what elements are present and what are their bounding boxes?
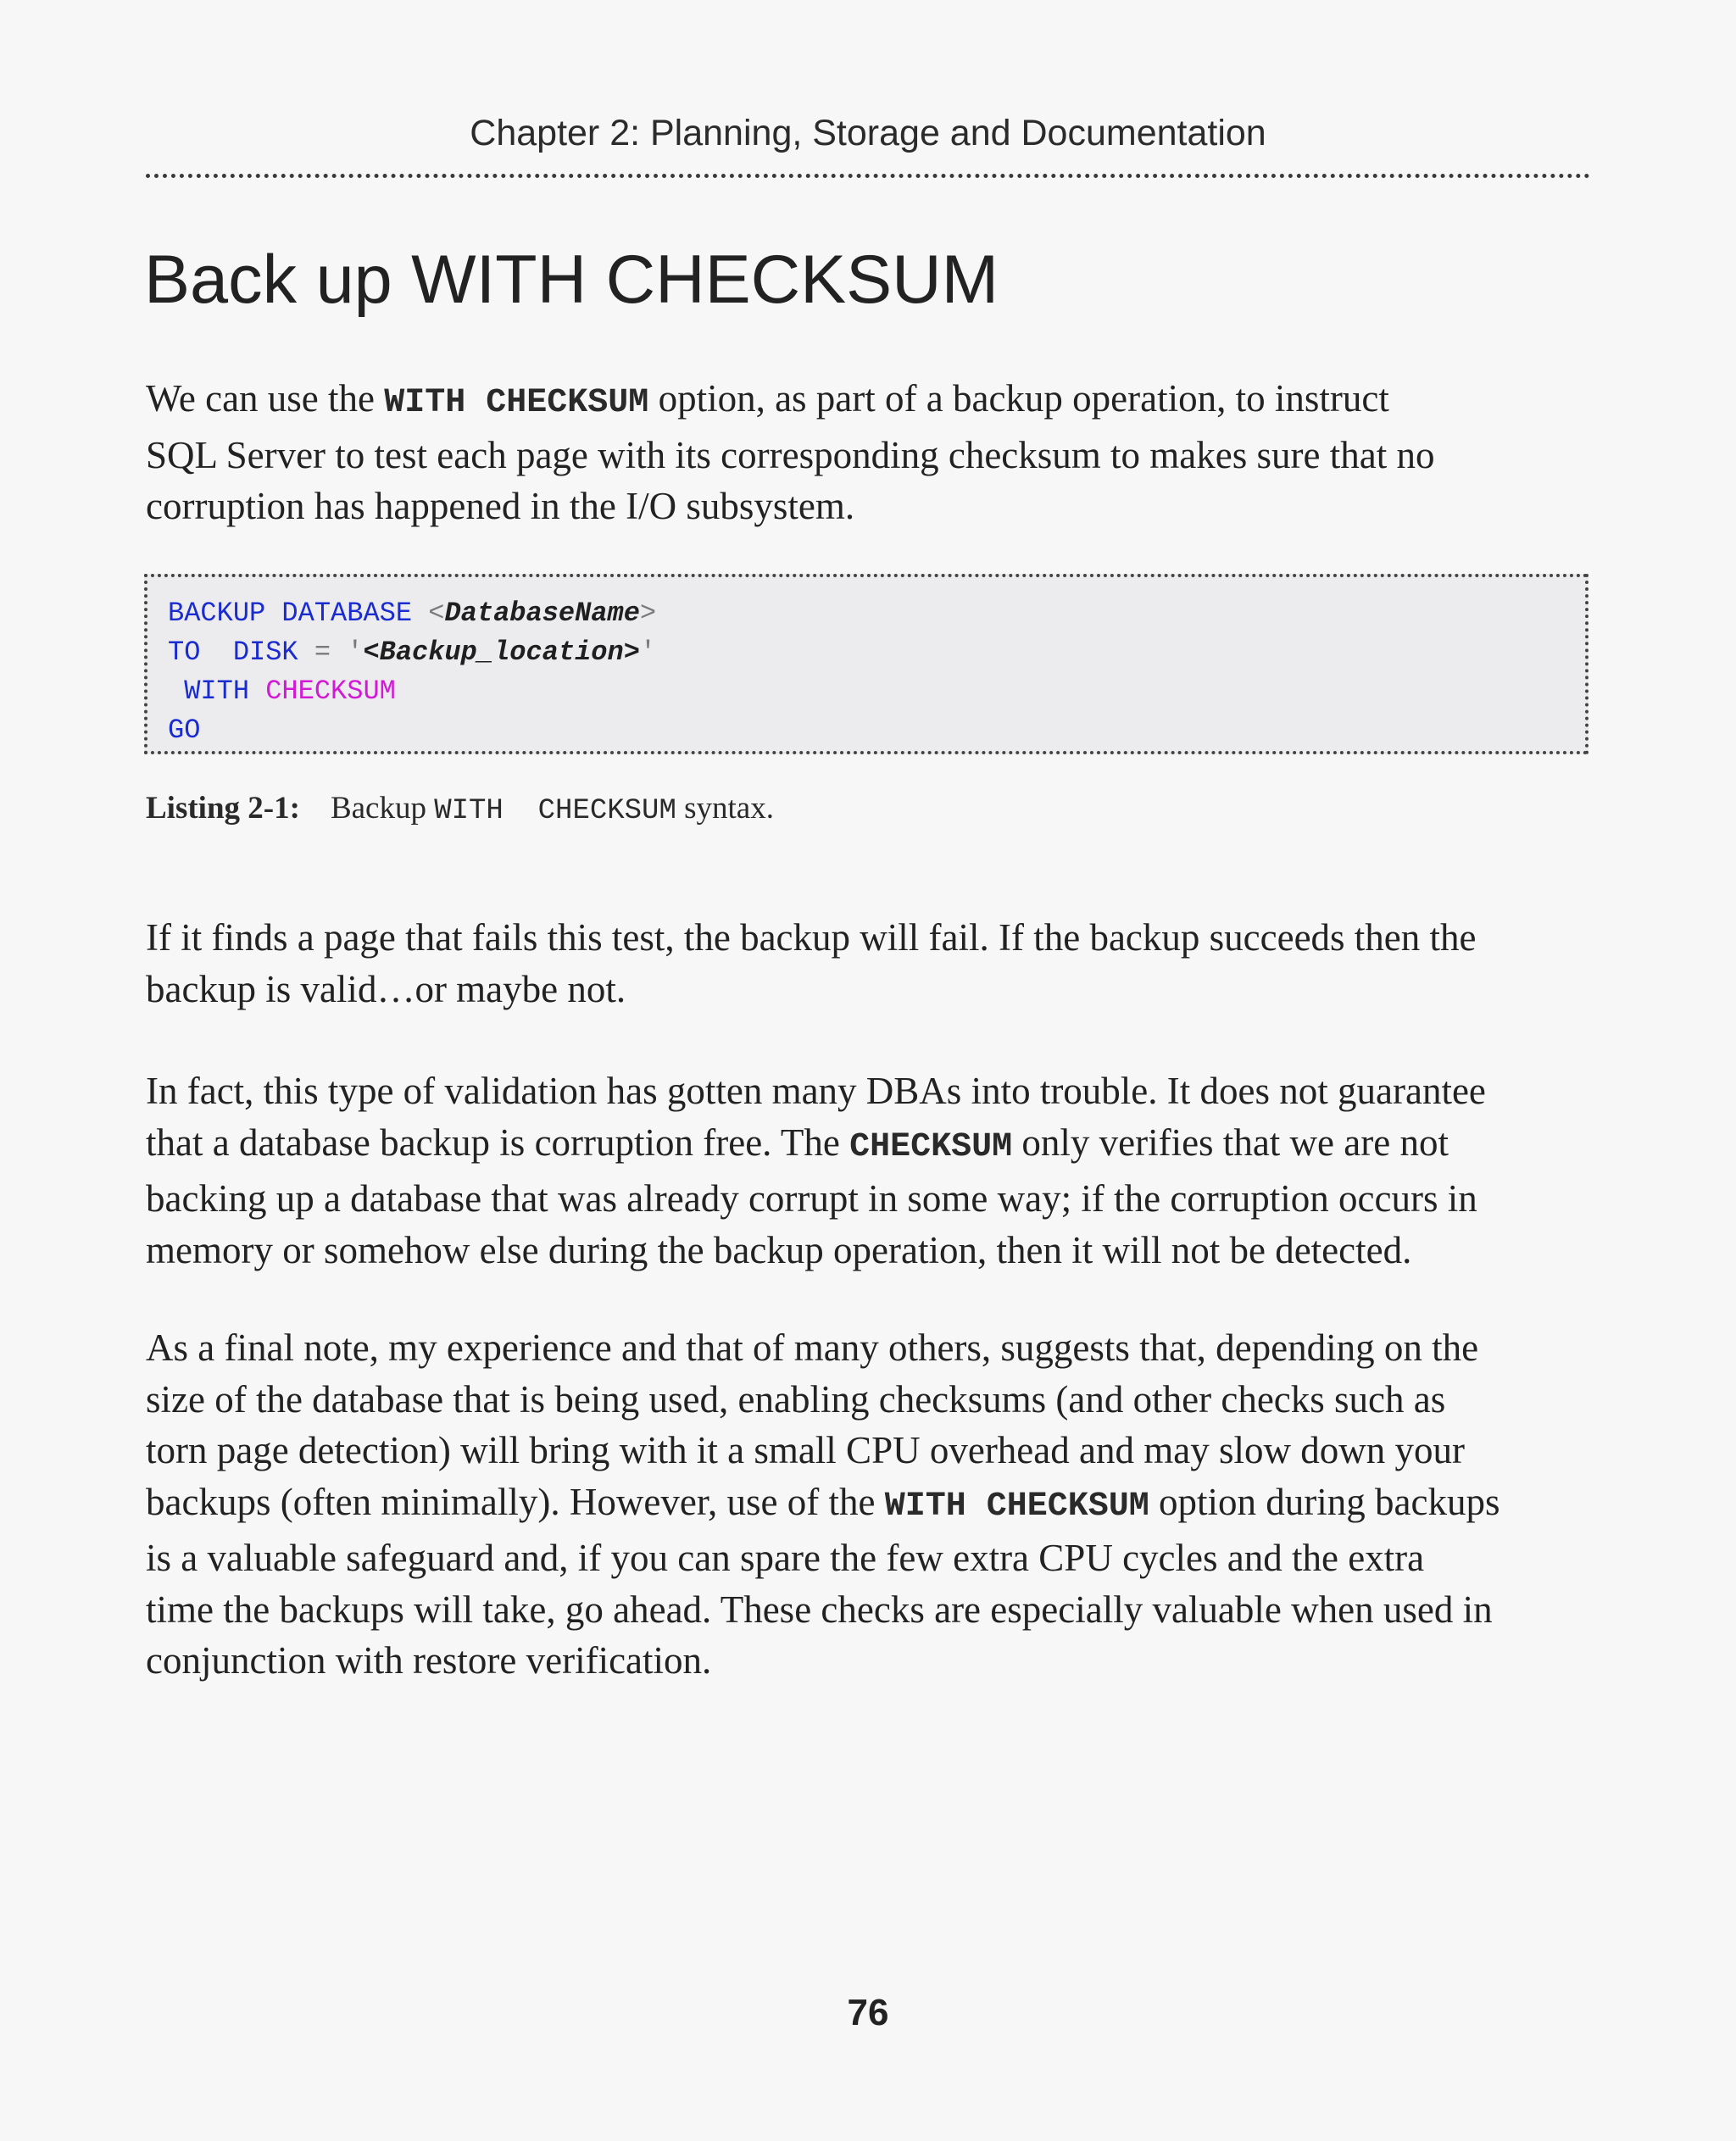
listing-caption — [146, 790, 774, 827]
paragraph-line: torn page detection) will bring with it a small CPU overhead and may slow down your — [146, 1429, 1465, 1471]
paragraph-line: In fact, this type of validation has gotten many DBAs into trouble. It does not guarantee — [146, 1070, 1486, 1112]
angle-bracket: < — [428, 598, 445, 629]
caption-text: Backup — [330, 791, 435, 826]
inline-code: WITH CHECKSUM — [884, 1487, 1149, 1526]
inline-code: WITH CHECKSUM — [384, 384, 649, 422]
paragraph-line — [146, 1117, 1595, 1174]
sql-keyword: TO — [168, 637, 201, 668]
text-run: We can use the — [146, 377, 385, 420]
paragraph-line — [146, 373, 1595, 430]
code-line-1 — [168, 594, 1585, 633]
string-quote: ' — [347, 637, 364, 668]
inline-code: CHECKSUM — [849, 1127, 1013, 1166]
paragraph-line: SQL Server to test each page with its corresponding checksum to makes sure that no — [146, 433, 1435, 476]
paragraph-line: corruption has happened in the I/O subsystem. — [146, 485, 855, 527]
running-header: Chapter 2: Planning, Storage and Documentation — [470, 113, 1266, 153]
section-title: Back up WITH CHECKSUM — [144, 242, 999, 318]
sql-operator: = — [314, 637, 331, 668]
caption-label: Listing 2-1: — [146, 791, 300, 826]
angle-bracket: > — [639, 598, 657, 629]
caption-code: WITH CHECKSUM — [434, 795, 676, 827]
paragraph-validation — [146, 1065, 1595, 1276]
paragraph-final-note — [146, 1322, 1595, 1687]
header-divider — [146, 174, 1590, 178]
paragraph-line: conjunction with restore verification. — [146, 1639, 712, 1682]
paragraph-line: As a final note, my experience and that of many others, suggests that, depending on the — [146, 1326, 1479, 1369]
sql-keyword: WITH — [184, 676, 250, 707]
paragraph-line: backup is valid…or maybe not. — [146, 967, 626, 1010]
sql-keyword-checksum: CHECKSUM — [265, 676, 396, 707]
text-run: backups (often minimally). However, use of the — [146, 1480, 885, 1523]
paragraph-line: If it finds a page that fails this test, the backup will fail. If the backup succeeds then the — [146, 916, 1477, 959]
text-run: option, as part of a backup operation, to instruct — [648, 377, 1389, 420]
paragraph-line: time the backups will take, go ahead. These checks are especially valuable when used in — [146, 1588, 1493, 1631]
sql-keyword: DISK — [232, 637, 298, 668]
text-run: that a database backup is corruption free. The — [146, 1121, 850, 1164]
placeholder-backup-location: <Backup_location> — [363, 637, 640, 668]
paragraph-line: backing up a database that was already corrupt in some way; if the corruption occurs in — [146, 1177, 1477, 1220]
text-run: option during backups — [1149, 1480, 1500, 1523]
code-line-3 — [168, 672, 1585, 711]
code-listing — [144, 574, 1589, 754]
caption-text: syntax. — [676, 791, 774, 826]
paragraph-line: memory or somehow else during the backup operation, then it will not be detected. — [146, 1228, 1412, 1271]
sql-keyword: DATABASE — [281, 598, 413, 629]
sql-keyword: GO — [168, 715, 201, 746]
paragraph-line: size of the database that is being used, enabling checksums (and other checks such as — [146, 1377, 1446, 1421]
text-run: only verifies that we are not — [1012, 1121, 1449, 1164]
paragraph-line: is a valuable safeguard and, if you can spare the few extra CPU cycles and the extra — [146, 1537, 1425, 1579]
string-quote: ' — [639, 637, 657, 668]
paragraph-backup-result — [146, 912, 1595, 1015]
sql-keyword: BACKUP — [168, 598, 266, 629]
code-line-2 — [168, 633, 1585, 672]
paragraph-line — [146, 1476, 1595, 1533]
page-number: 76 — [847, 1992, 889, 2033]
code-line-4 — [168, 711, 1585, 750]
paragraph-intro — [146, 373, 1595, 532]
placeholder-database-name: DatabaseName — [444, 598, 640, 629]
